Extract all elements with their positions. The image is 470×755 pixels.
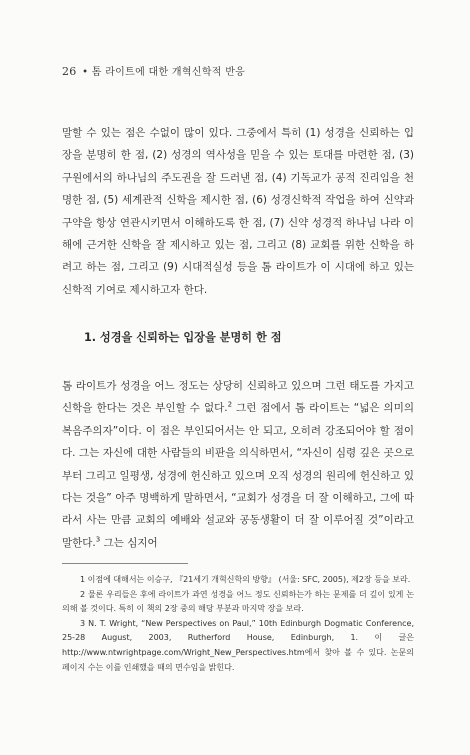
- footnotes: [62, 573, 414, 675]
- paragraph-1: 말할 수 있는 점은 수없이 많이 있다. 그중에서 특히 (1) 성경을 신뢰하는 입장을 분명히 한 점, (2) 성경의 역사성을 믿을 수 있는 토대를 마련한 점, (3) 구원에서의 하나님의 주도권을 잘 드러낸 점, (4) 기독교가 공적 진리임을 천명한 점, (5) 세계관적 신학을 제시한 점, (6) 성경신학적 작업을 하여 신약과 구약을 항상 연관시키면서 이해하도록 한 점, (7) 신약 성경적 하나님 나라 이해에 근거한 신학을 잘 제시하고 있는 점, 그리고 (8) 교회를 위한 신학을 하려고 하는 점, 그리고 (9) 시대적실성 등을 톰 라이트가 이 시대에 하고 있는 신학적 기여로 제시하고자 한다.: [62, 127, 414, 296]
- footnote-3: 3 N. T. Wright, “New Perspectives on Paul,” 10th Edinburgh Dogmatic Conference, 25-28 August, 2003, Rutherford House, Edinburgh, 1. 이 글은 http://www.ntwrightpage.com/Wright_New_Perspectives.htm에서 찾아 볼 수 있다. 논문의 페이지 수는 이를 인쇄했을 때의 면수임을 밝힌다.: [62, 618, 414, 672]
- footnote-divider: [62, 563, 188, 564]
- footnote-2: 2 물론 우리들은 후에 라이트가 과연 성경을 어느 정도 신뢰하는가 하는 문제를 더 깊이 있게 논의해 볼 것이다. 특히 이 책의 2장 중의 해당 부분과 마지막 장을 보라.: [62, 589, 414, 614]
- paragraph-2-part-3: 그는 심지어: [100, 536, 158, 549]
- footnote-1: 1 이점에 대해서는 이승구, 『21세기 개혁신학의 방향』 (서울: SFC, 2005), 제2장 등을 보라.: [80, 575, 411, 584]
- paragraph-2: [62, 375, 414, 554]
- paragraph-2-part-1: 톰 라이트가 성경을 어느 정도는 상당히 신뢰하고 있으며 그런 태도를 가지고 신학을 한다는 것은 부인할 수 없다.: [62, 380, 414, 415]
- paragraph-2-part-2: 그런 점에서 톰 라이트는 “넓은 의미의 복음주의자”이다. 이 점은 부인되어서는 안 되고, 오히려 강조되어야 할 점이다. 그는 자신에 대한 사람들의 비판을 의식하면서, “자신이 심령 깊은 곳으로부터 그리고 일평생, 성경에 헌신하고 있으며 오직 성경의 원리에 헌신하고 있다는 것을” 아주 명백하게 말하면서, “교회가 성경을 더 잘 이해하고, 그에 따라서 사는 만큼 교회의 예배와 설교와 공동생활이 더 잘 이루어질 것”이라고 말한다.: [62, 402, 414, 549]
- running-head-bullet: •: [82, 67, 89, 78]
- running-head-title: 톰 라이트에 대한 개혁신학적 반응: [91, 67, 246, 78]
- body-text-section: [62, 375, 414, 554]
- page-number: 26: [62, 65, 77, 78]
- footnote-ref-3: 3: [95, 535, 101, 544]
- running-head: [62, 63, 245, 78]
- footnote-ref-2: 2: [227, 400, 233, 409]
- body-text-top: [62, 122, 414, 301]
- section-heading: 1. 성경을 신뢰하는 입장을 분명히 한 점: [84, 331, 282, 344]
